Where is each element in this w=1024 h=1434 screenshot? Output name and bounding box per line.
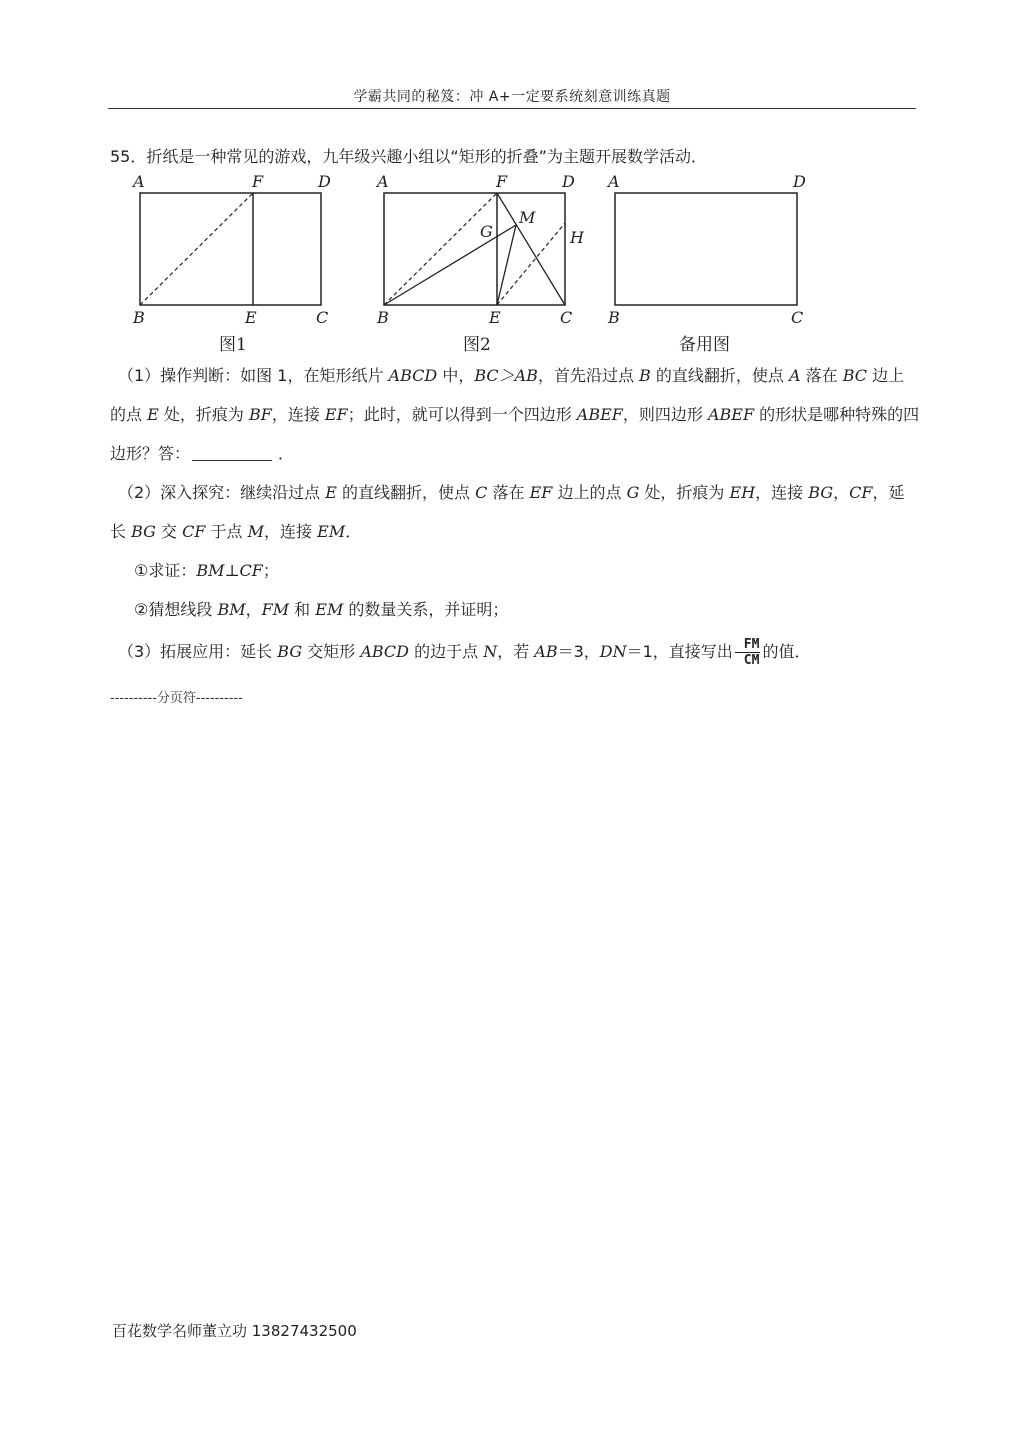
- math: M: [247, 522, 265, 541]
- part-2-sub-2: [110, 590, 944, 629]
- fig2-label-c: C: [560, 308, 573, 327]
- text: ＝1，直接写出: [626, 642, 733, 661]
- text: ．: [278, 444, 295, 463]
- math: BC＞AB: [474, 366, 538, 385]
- text: 边上的点: [110, 366, 905, 424]
- text: 的直线翻折，使点: [336, 483, 476, 502]
- part-1: [110, 356, 920, 473]
- part-2: [110, 473, 920, 551]
- text: ，连接: [271, 405, 325, 424]
- math: A: [789, 366, 801, 385]
- text: 的边于点: [409, 642, 484, 661]
- math: N: [483, 642, 498, 661]
- fig2-label-d: D: [562, 172, 575, 191]
- fraction-fm-over-cm: [735, 637, 761, 668]
- text: ，连接: [264, 522, 318, 541]
- fig3-label-b: B: [608, 308, 620, 327]
- fig3-label-d: D: [793, 172, 806, 191]
- math: E: [147, 405, 159, 424]
- math: C: [475, 483, 488, 502]
- text: ，若: [497, 642, 535, 661]
- math: E: [325, 483, 337, 502]
- math: EH: [729, 483, 756, 502]
- math: G: [626, 483, 640, 502]
- text: 的数量关系，并证明；: [343, 600, 509, 619]
- fig2-label-m: M: [519, 208, 536, 227]
- question-stem: [110, 144, 707, 167]
- figure-2: [375, 172, 585, 355]
- fig2-label-e: E: [489, 308, 501, 327]
- math: EF: [529, 483, 553, 502]
- math: BG: [277, 642, 303, 661]
- text: 边上的点: [552, 483, 627, 502]
- fig1-label-f: F: [252, 172, 264, 191]
- fig1-rectangle: [140, 193, 321, 305]
- fig1-caption: 图1: [219, 335, 247, 355]
- text: 交矩形: [302, 642, 361, 661]
- text: 中，: [437, 366, 475, 385]
- page-header: 学霸共同的秘笈：冲 A+一定要系统刻意训练真题: [353, 89, 671, 105]
- text: ，: [833, 483, 850, 502]
- math: EF: [324, 405, 348, 424]
- math: AB: [534, 642, 558, 661]
- math: ABEF: [576, 405, 623, 424]
- text: ．: [345, 522, 362, 541]
- fraction-numerator: FM: [735, 637, 761, 653]
- fig2-segment-bm: [384, 225, 516, 305]
- page-break: ----------分页符----------: [110, 691, 243, 706]
- math: BG: [808, 483, 834, 502]
- fig1-label-d: D: [318, 172, 331, 191]
- math: EM: [317, 522, 346, 541]
- fig2-crease-bf: [384, 193, 497, 305]
- header-rule: [108, 108, 916, 109]
- math: CF: [182, 522, 206, 541]
- text: ，首先沿过点: [537, 366, 640, 385]
- math: BC: [842, 366, 868, 385]
- text: ＝3，: [557, 642, 600, 661]
- text: 处，折痕为: [158, 405, 249, 424]
- fig3-label-c: C: [791, 308, 804, 327]
- page-footer: 百花数学名师董立功 13827432500: [112, 1322, 357, 1340]
- figure-spare: [606, 172, 806, 355]
- math: BG: [131, 522, 156, 541]
- text: ，: [245, 600, 262, 619]
- text: （2）深入探究：继续沿过点: [118, 483, 326, 502]
- fig2-label-f: F: [496, 172, 508, 191]
- text: （3）拓展应用：延长: [118, 642, 278, 661]
- fig2-label-g: G: [480, 222, 493, 241]
- math: ABCD: [360, 642, 409, 661]
- text: 的直线翻折，使点: [650, 366, 789, 385]
- figure-1: [131, 172, 331, 355]
- text: ①求证：: [134, 561, 197, 580]
- text: ，连接: [755, 483, 809, 502]
- math: FM: [261, 600, 290, 619]
- math: BM: [217, 600, 246, 619]
- question-stem-text: ．折纸是一种常见的游戏，九年级兴趣小组以“矩形的折叠”为主题开展数学活动．: [130, 147, 707, 166]
- math: CF: [849, 483, 873, 502]
- fig2-label-a: A: [377, 172, 389, 191]
- text: 于点: [205, 522, 248, 541]
- text: ；此时，就可以得到一个四边形: [347, 405, 577, 424]
- part-2-sub-1: [110, 551, 944, 590]
- question-number: 55: [110, 147, 131, 166]
- math: DN: [599, 642, 627, 661]
- text: （1）操作判断：如图 1，在矩形纸片: [118, 366, 389, 385]
- math: ABCD: [388, 366, 438, 385]
- text: 交: [155, 522, 183, 541]
- text: 的值．: [762, 642, 811, 661]
- text: 落在: [800, 366, 843, 385]
- text: ；: [262, 561, 279, 580]
- text: ，延长: [110, 483, 905, 541]
- text: 处，折痕为: [639, 483, 730, 502]
- fig1-crease-bf: [140, 193, 253, 305]
- fig2-label-h: H: [570, 228, 584, 247]
- fig1-label-e: E: [245, 308, 257, 327]
- fig1-label-b: B: [133, 308, 145, 327]
- text: 和: [289, 600, 316, 619]
- fig1-label-c: C: [316, 308, 329, 327]
- text: 落在: [487, 483, 530, 502]
- fig3-label-a: A: [608, 172, 620, 191]
- math: BM⊥CF: [196, 561, 263, 580]
- math: EM: [315, 600, 344, 619]
- fraction-denominator: CM: [743, 653, 760, 668]
- part-3: [110, 632, 920, 671]
- text: ，则四边形: [622, 405, 708, 424]
- fig3-rectangle: [615, 193, 797, 305]
- text: 的形状是哪种特殊的四边形？答：: [110, 405, 920, 463]
- answer-blank[interactable]: [192, 444, 272, 461]
- text: ②猜想线段: [134, 600, 218, 619]
- math: ABEF: [707, 405, 755, 424]
- fig3-caption: 备用图: [679, 335, 730, 355]
- fig1-label-a: A: [133, 172, 145, 191]
- fig2-caption: 图2: [463, 335, 491, 355]
- math: B: [639, 366, 651, 385]
- math: BF: [248, 405, 272, 424]
- fig2-label-b: B: [377, 308, 389, 327]
- figures: [0, 168, 1024, 358]
